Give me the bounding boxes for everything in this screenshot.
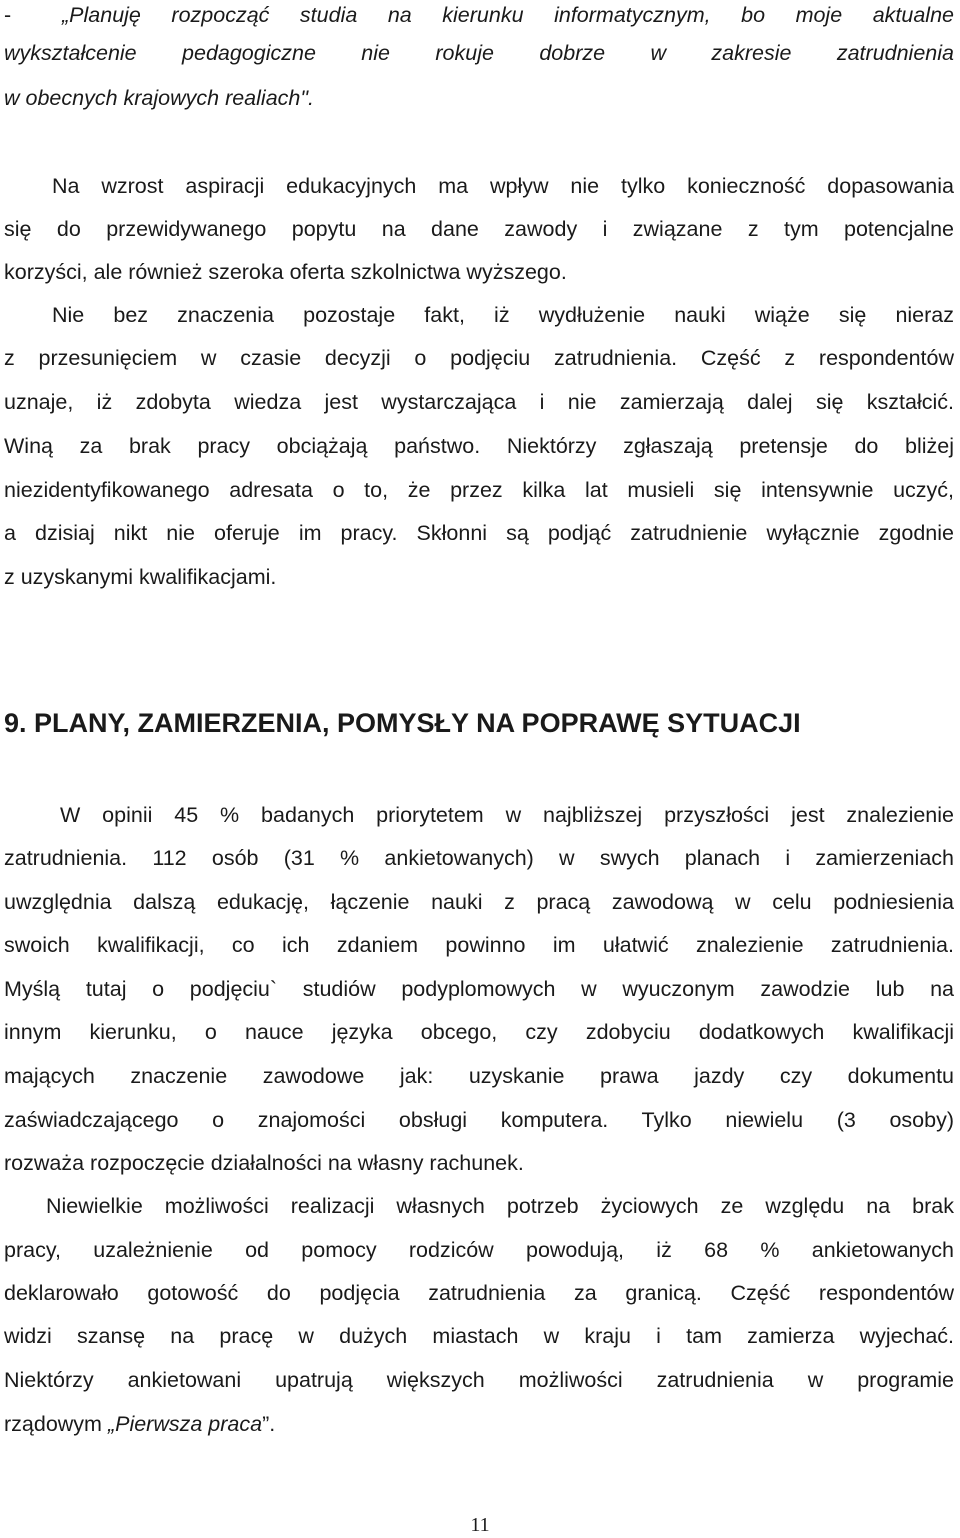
page-number: 11 [470, 1514, 490, 1536]
text-line: innym kierunku, o nauce języka obcego, czy zdobyciu dodatkowych kwalifikacji [4, 1020, 954, 1044]
quote-line: „Planuję rozpocząć studia na kierunku informatycznym, bo moje aktualne [62, 3, 954, 27]
text-line: Niewielkie możliwości realizacji własnych potrzeb życiowych ze względu na brak [46, 1194, 954, 1218]
text-line: mających znaczenie zawodowe jak: uzyskanie prawa jazdy czy dokumentu [4, 1064, 954, 1088]
text-line: zatrudnienia. 112 osób (31 % ankietowanych) w swych planach i zamierzeniach [4, 846, 954, 870]
text-suffix: ”. [262, 1412, 276, 1436]
text-line: Na wzrost aspiracji edukacyjnych ma wpływ nie tylko konieczność dopasowania [52, 174, 954, 198]
program-name: „Pierwsza praca [107, 1412, 263, 1436]
text-line: uznaje, iż zdobyta wiedza jest wystarczająca i nie zamierzają dalej się kształcić. [4, 390, 954, 414]
text-line: zaświadczającego o znajomości obsługi komputera. Tylko niewielu (3 osoby) [4, 1108, 954, 1132]
text-line-last [4, 1409, 954, 1439]
text-line: się do przewidywanego popytu na dane zawody i związane z tym potencjalne [4, 217, 954, 241]
text-line: pracy, uzależnienie od pomocy rodziców powodują, iż 68 % ankietowanych [4, 1238, 954, 1262]
text-line: W opinii 45 % badanych priorytetem w najbliższej przyszłości jest znalezienie [60, 803, 954, 827]
quote-line: wykształcenie pedagogiczne nie rokuje dobrze w zakresie zatrudnienia [4, 41, 954, 65]
text-line: deklarowało gotowość do podjęcia zatrudnienia za granicą. Część respondentów [4, 1281, 954, 1305]
text-line: swoich kwalifikacji, co ich zdaniem powinno im ułatwić znalezienie zatrudnienia. [4, 933, 954, 957]
text-line: Winą za brak pracy obciążają państwo. Niektórzy zgłaszają pretensje do bliżej [4, 434, 954, 458]
text-prefix: rządowym [4, 1412, 108, 1436]
text-line: Nie bez znaczenia pozostaje fakt, iż wydłużenie nauki wiąże się nieraz [52, 303, 954, 327]
text-line: z przesunięciem w czasie decyzji o podjęciu zatrudnienia. Część z respondentów [4, 346, 954, 370]
text-line: korzyści, ale również szeroka oferta szkolnictwa wyższego. [4, 260, 567, 284]
text-line: uwzględnia dalszą edukację, łączenie nauki z pracą zawodową w celu podniesienia [4, 890, 954, 914]
text-line: widzi szansę na pracę w dużych miastach w kraju i tam zamierza wyjechać. [4, 1324, 954, 1348]
text-line: Myślą tutaj o podjęciu` studiów podyplomowych w wyuczonym zawodzie lub na [4, 977, 954, 1001]
section-heading: 9. PLANY, ZAMIERZENIA, POMYSŁY NA POPRAWĘ SYTUACJI [4, 708, 801, 738]
text-line: Niektórzy ankietowani upatrują większych możliwości zatrudnienia w programie [4, 1368, 954, 1392]
quote-line: w obecnych krajowych realiach". [4, 86, 314, 110]
text-line: niezidentyfikowanego adresata o to, że przez kilka lat musieli się intensywnie uczyć, [4, 478, 954, 502]
text-line: rozważa rozpoczęcie działalności na własny rachunek. [4, 1151, 524, 1175]
text-line: a dzisiaj nikt nie oferuje im pracy. Skłonni są podjąć zatrudnienie wyłącznie zgodnie [4, 521, 954, 545]
list-dash: - [4, 3, 12, 27]
text-line: z uzyskanymi kwalifikacjami. [4, 565, 277, 589]
